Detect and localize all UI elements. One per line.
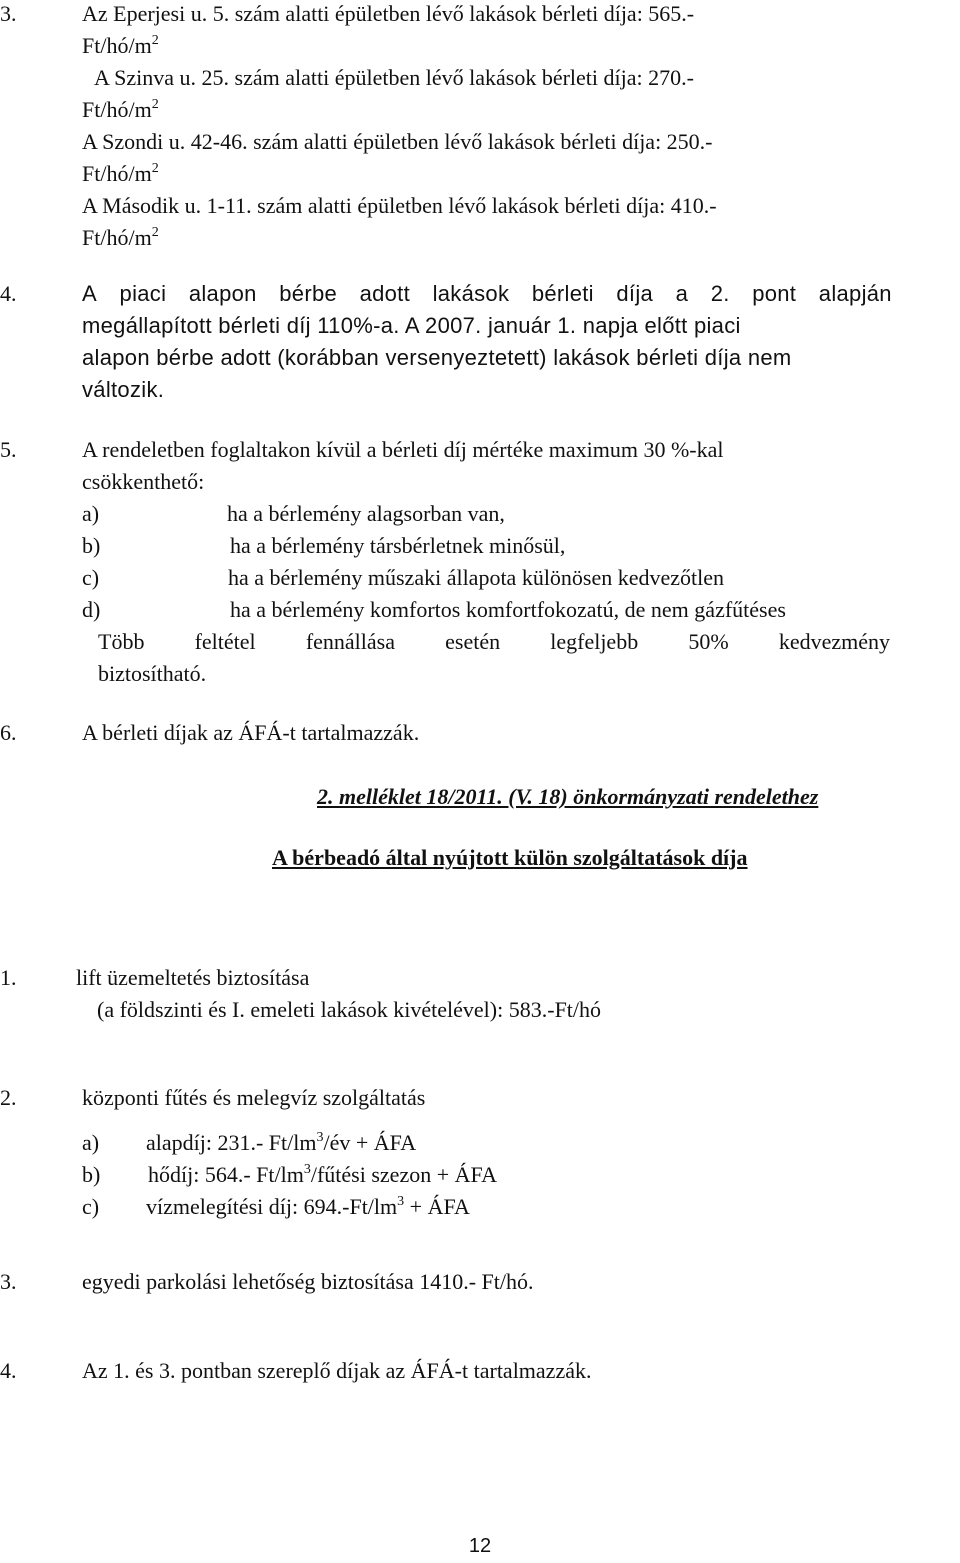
- section-4-number: 4.: [0, 281, 17, 306]
- section-3-line-8: $Ft/hó/m^2$: [82, 224, 159, 250]
- section-3-number: 3.: [0, 1, 17, 26]
- heating-fee-a-label: a): [82, 1130, 100, 1155]
- service-2-title: központi fűtés és melegvíz szolgáltatás: [82, 1085, 426, 1110]
- section-5-extra-line-2: biztosítható.: [98, 661, 207, 686]
- section-5-line-1: A rendeletben foglaltakon kívül a bérleti díj mértéke maximum 30 %-kal: [82, 437, 724, 462]
- reduction-item-c-text: ha a bérlemény műszaki állapota különösen kedvezőtlen: [228, 565, 725, 590]
- heating-fee-c-text: vízmelegítési díj: $694.-Ft/lm^3$ + ÁFA: [146, 1193, 470, 1219]
- section-5-number: 5.: [0, 437, 17, 462]
- service-1-title: lift üzemeltetés biztosítása: [76, 965, 310, 990]
- reduction-item-d-text: ha a bérlemény komfortos komfortfokozatú, de nem gázfűtéses: [230, 597, 786, 622]
- page-number: 12: [468, 1535, 492, 1557]
- annex-reference: 2. melléklet 18/2011. (V. 18) önkormányzati rendelethez: [317, 784, 819, 809]
- heating-fee-a-text: alapdíj: 231.- $Ft/lm^3/év$ + ÁFA: [146, 1129, 417, 1155]
- service-4-number: 4.: [0, 1358, 17, 1383]
- reduction-item-c-label: c): [82, 565, 100, 590]
- heating-fee-c-label: c): [82, 1194, 100, 1219]
- section-4-line-2: megállapított bérleti díj 110%-a. A 2007. január 1. napja előtt piaci: [82, 313, 741, 338]
- section-6-number: 6.: [0, 720, 17, 745]
- reduction-item-d-label: d): [82, 597, 101, 622]
- service-3-text: egyedi parkolási lehetőség biztosítása 1410.- Ft/hó.: [82, 1269, 534, 1294]
- reduction-item-b-text: ha a bérlemény társbérletnek minősül,: [230, 533, 566, 558]
- section-3-line-2: $Ft/hó/m^2$: [82, 32, 159, 58]
- service-2-number: 2.: [0, 1085, 17, 1110]
- annex-title: A bérbeadó által nyújtott külön szolgáltatások díja: [272, 845, 748, 870]
- section-6-text: A bérleti díjak az ÁFÁ-t tartalmazzák.: [82, 720, 420, 745]
- section-3-line-3: A Szinva u. 25. szám alatti épületben lévő lakások bérleti díja: 270.-: [94, 65, 694, 90]
- reduction-item-b-label: b): [82, 533, 101, 558]
- section-5-line-2: csökkenthető:: [82, 469, 205, 494]
- reduction-item-a-label: a): [82, 501, 100, 526]
- service-1-number: 1.: [0, 965, 17, 990]
- reduction-item-a-text: ha a bérlemény alagsorban van,: [227, 501, 505, 526]
- section-4-line-3: alapon bérbe adott (korábban versenyeztetett) lakások bérleti díja nem: [82, 345, 792, 370]
- section-3-line-1: Az Eperjesi u. 5. szám alatti épületben lévő lakások bérleti díja: 565.-: [82, 1, 695, 26]
- service-1-detail: (a földszinti és I. emeleti lakások kivételével): 583.-Ft/hó: [97, 997, 602, 1022]
- heating-fee-b-label: b): [82, 1162, 101, 1187]
- section-5-extra-line-1: Több feltétel fennállása esetén legfeljebb 50% kedvezmény: [98, 629, 890, 654]
- section-3-line-5: A Szondi u. 42-46. szám alatti épületben lévő lakások bérleti díja: 250.-: [82, 129, 713, 154]
- section-4-line-4: változik.: [82, 377, 165, 402]
- section-3-line-7: A Második u. 1-11. szám alatti épületben lévő lakások bérleti díja: 410.-: [82, 193, 717, 218]
- service-3-number: 3.: [0, 1269, 17, 1294]
- heating-fee-b-text: hődíj: 564.- $Ft/lm^3$/fűtési szezon + ÁFA: [148, 1161, 497, 1187]
- section-3-line-4: $Ft/hó/m^2$: [82, 96, 159, 122]
- section-3-line-6: $Ft/hó/m^2$: [82, 160, 159, 186]
- service-4-text: Az 1. és 3. pontban szereplő díjak az ÁFÁ-t tartalmazzák.: [82, 1358, 592, 1383]
- section-4-line-1: A piaci alapon bérbe adott lakások bérleti díja a 2. pont alapján: [82, 281, 892, 306]
